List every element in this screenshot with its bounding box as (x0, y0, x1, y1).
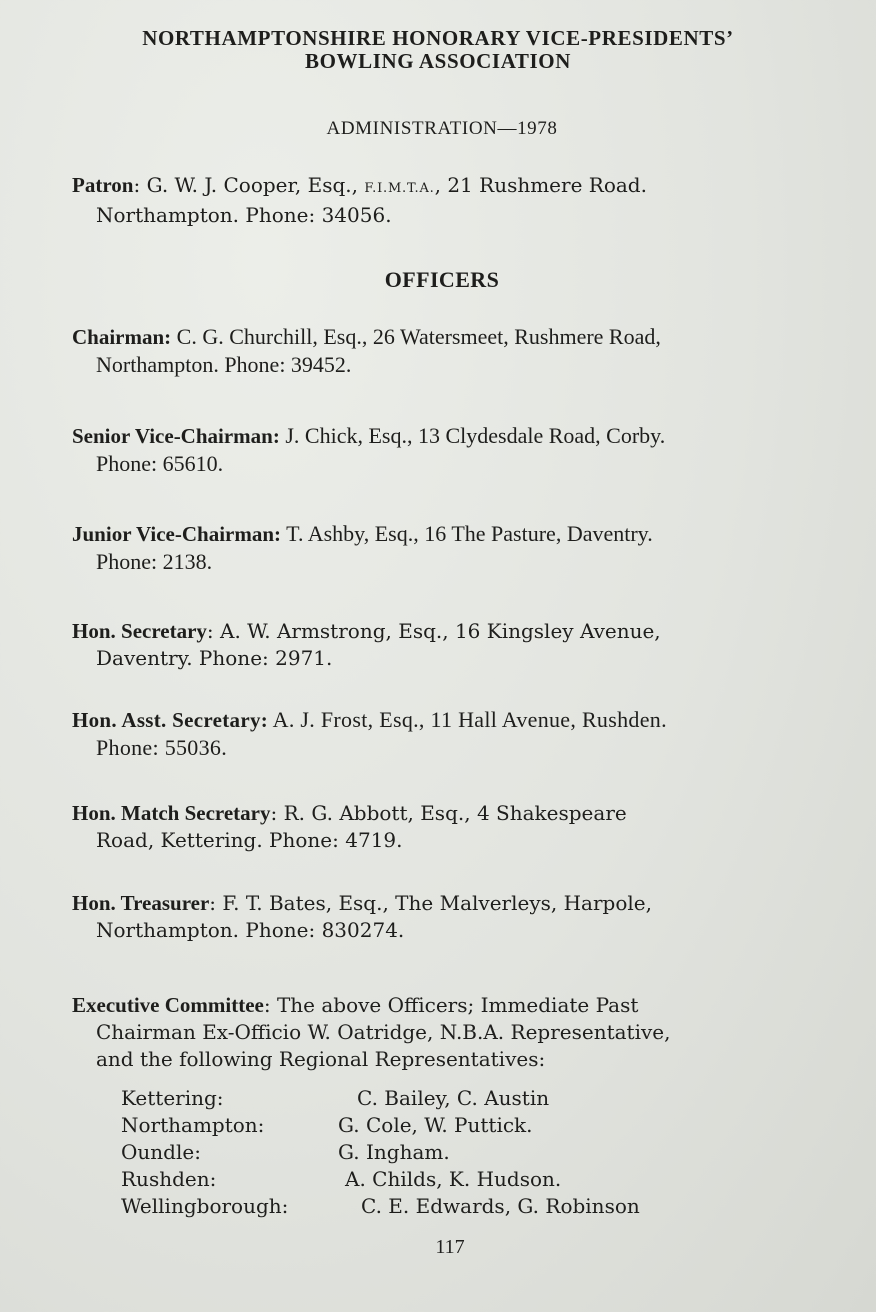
executive-committee-entry (72, 992, 852, 1073)
executive-label: Executive Committee (72, 993, 264, 1017)
region-row (121, 1139, 761, 1166)
officer-label: Junior Vice-Chairman: (72, 522, 282, 546)
officer-label: Hon. Secretary (72, 619, 207, 643)
association-title-line2: BOWLING ASSOCIATION (305, 49, 571, 73)
officer-line1: J. Chick, Esq., 13 Clydesdale Road, Corby. (279, 423, 666, 448)
officer-label: Senior Vice-Chairman: (72, 424, 280, 448)
administration-heading: ADMINISTRATION—1978 (326, 118, 558, 139)
officers-heading: OFFICERS (384, 267, 500, 292)
officer-line1: T. Ashby, Esq., 16 The Pasture, Daventry. (281, 521, 653, 546)
officer-hon-secretary (72, 618, 852, 672)
association-title-line1: NORTHAMPTONSHIRE HONORARY VICE-PRESIDENTS’ (142, 26, 734, 50)
region-name: Northampton: (121, 1113, 265, 1137)
region-reps: A. Childs, K. Hudson. (345, 1167, 562, 1191)
patron-qualification: F.I.M.T.A. (364, 181, 435, 196)
officer-line2: Phone: 65610. (96, 451, 224, 476)
region-name: Rushden: (121, 1167, 217, 1191)
officer-junior-vice-chairman (72, 520, 852, 575)
region-reps: G. Cole, W. Puttick. (338, 1113, 533, 1137)
patron-line1-a: G. W. J. Cooper, Esq., (146, 173, 365, 197)
region-row (121, 1112, 761, 1139)
officer-line1: : R. G. Abbott, Esq., 4 Shakespeare (270, 801, 627, 825)
executive-line3: and the following Regional Representatives: (96, 1047, 546, 1071)
region-name: Wellingborough: (121, 1194, 289, 1218)
patron-line2: Northampton. Phone: 34056. (96, 203, 392, 227)
region-row (121, 1085, 761, 1112)
officer-label: Hon. Match Secretary (72, 801, 271, 825)
officer-line2: Daventry. Phone: 2971. (96, 646, 333, 670)
region-name: Oundle: (121, 1140, 201, 1164)
executive-line2: Chairman Ex-Officio W. Oatridge, N.B.A. Representative, (96, 1020, 671, 1044)
officer-chairman (72, 323, 852, 378)
officer-line1: A. J. Frost, Esq., 11 Hall Avenue, Rushden. (268, 707, 667, 732)
officer-hon-treasurer (72, 890, 852, 944)
patron-entry: Patron: G. W. J. Cooper, Esq., F.I.M.T.A., 21 Rushmere Road. Northampton. Phone: 34056. (72, 172, 852, 229)
officer-label: Chairman: (72, 325, 172, 349)
officer-label: Hon. Asst. Secretary: (72, 708, 269, 732)
officer-label: Hon. Treasurer (72, 891, 210, 915)
officer-line2: Northampton. Phone: 830274. (96, 918, 405, 942)
officer-hon-match-secretary (72, 800, 852, 854)
officer-line2: Road, Kettering. Phone: 4719. (96, 828, 403, 852)
page-number: 117 (435, 1236, 465, 1258)
region-row (121, 1193, 761, 1220)
officer-line2: Northampton. Phone: 39452. (96, 352, 352, 377)
officer-line2: Phone: 2138. (96, 549, 213, 574)
officer-line1: : F. T. Bates, Esq., The Malverleys, Harpole, (209, 891, 652, 915)
patron-label: Patron (72, 173, 134, 197)
region-reps: C. E. Edwards, G. Robinson (361, 1194, 640, 1218)
officer-line1: C. G. Churchill, Esq., 26 Watersmeet, Rushmere Road, (171, 324, 661, 349)
officer-hon-asst-secretary (72, 706, 852, 761)
regional-representatives-list (121, 1085, 761, 1220)
patron-line1-b: , 21 Rushmere Road. (434, 173, 647, 197)
officer-line1: : A. W. Armstrong, Esq., 16 Kingsley Avenue, (206, 619, 661, 643)
region-reps: C. Bailey, C. Austin (357, 1086, 550, 1110)
executive-line1: : The above Officers; Immediate Past (263, 993, 639, 1017)
officer-line2: Phone: 55036. (96, 735, 228, 760)
officer-senior-vice-chairman (72, 422, 852, 477)
region-row (121, 1166, 761, 1193)
region-reps: G. Ingham. (338, 1140, 450, 1164)
region-name: Kettering: (121, 1086, 224, 1110)
